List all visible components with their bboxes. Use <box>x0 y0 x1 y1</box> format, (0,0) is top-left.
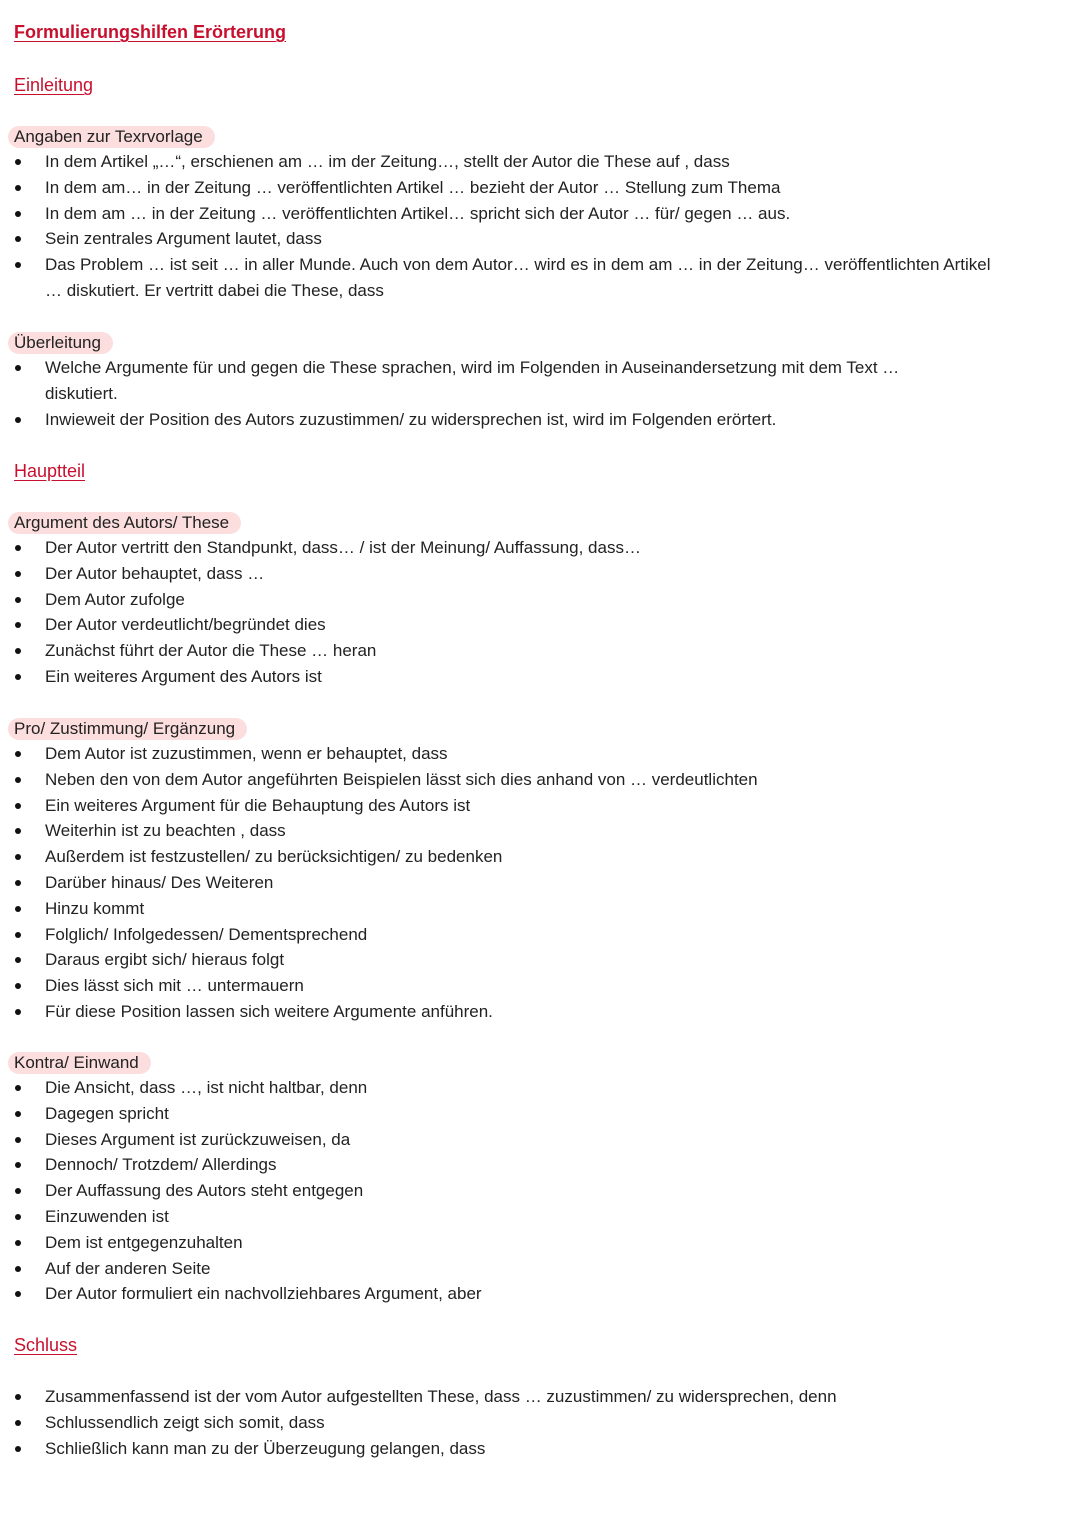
list-item: Inwieweit der Position des Autors zuzustimmen/ zu widersprechen ist, wird im Folgenden erörtert. <box>0 407 1060 433</box>
list-item: Für diese Position lassen sich weitere Argumente anführen. <box>0 999 1060 1025</box>
list-item: Hinzu kommt <box>0 896 1060 922</box>
list-item: Schließlich kann man zu der Überzeugung gelangen, dass <box>0 1436 1060 1462</box>
subheading-ueberleitung: Überleitung <box>8 332 113 354</box>
section-heading-schluss: Schluss <box>14 1335 78 1355</box>
list-item: Das Problem … ist seit … in aller Munde. Auch von dem Autor… wird es in dem am … in der Zeitung… veröffentlichten Artikel … diskutiert. Er vertritt dabei die These, dass <box>0 252 1005 304</box>
list-item: Der Auffassung des Autors steht entgegen <box>0 1178 1060 1204</box>
list-item: In dem Artikel „…“, erschienen am … im der Zeitung…, stellt der Autor die These auf , dass <box>0 149 1060 175</box>
list-angaben <box>0 149 1060 304</box>
list-item: Darüber hinaus/ Des Weiteren <box>0 870 1060 896</box>
list-schluss <box>0 1384 1060 1461</box>
section-heading-einleitung: Einleitung <box>14 75 94 95</box>
section-heading-hauptteil: Hauptteil <box>14 461 86 481</box>
list-item: Der Autor vertritt den Standpunkt, dass… / ist der Meinung/ Auffassung, dass… <box>0 535 1060 561</box>
list-item: Dieses Argument ist zurückzuweisen, da <box>0 1127 1060 1153</box>
list-item: Außerdem ist festzustellen/ zu berücksichtigen/ zu bedenken <box>0 844 1060 870</box>
list-pro <box>0 741 1060 1025</box>
list-item: Ein weiteres Argument für die Behauptung des Autors ist <box>0 793 1060 819</box>
list-item: Dennoch/ Trotzdem/ Allerdings <box>0 1152 1060 1178</box>
subheading-angaben: Angaben zur Texrvorlage <box>8 126 215 148</box>
list-item: Neben den von dem Autor angeführten Beispielen lässt sich dies anhand von … verdeutlichten <box>0 767 1060 793</box>
list-item: Dem Autor zufolge <box>0 587 1060 613</box>
list-item: Weiterhin ist zu beachten , dass <box>0 818 1060 844</box>
list-item: Der Autor behauptet, dass … <box>0 561 1060 587</box>
list-item: Der Autor formuliert ein nachvollziehbares Argument, aber <box>0 1281 1060 1307</box>
list-item: Die Ansicht, dass …, ist nicht haltbar, denn <box>0 1075 1060 1101</box>
list-item: Sein zentrales Argument lautet, dass <box>0 226 1060 252</box>
list-item: Zunächst führt der Autor die These … heran <box>0 638 1060 664</box>
subheading-these: Argument des Autors/ These <box>8 512 241 534</box>
list-item: Dem ist entgegenzuhalten <box>0 1230 1060 1256</box>
list-item: Dem Autor ist zuzustimmen, wenn er behauptet, dass <box>0 741 1060 767</box>
list-item: Dagegen spricht <box>0 1101 1060 1127</box>
list-item: Folglich/ Infolgedessen/ Dementsprechend <box>0 922 1060 948</box>
list-ueberleitung <box>0 355 1060 432</box>
list-item: Dies lässt sich mit … untermauern <box>0 973 1060 999</box>
subheading-kontra: Kontra/ Einwand <box>8 1052 151 1074</box>
list-item: Der Autor verdeutlicht/begründet dies <box>0 612 1060 638</box>
list-item: Einzuwenden ist <box>0 1204 1060 1230</box>
list-item: Welche Argumente für und gegen die These sprachen, wird im Folgenden in Auseinandersetzung mit dem Text … diskutiert. <box>0 355 965 407</box>
list-item: In dem am… in der Zeitung … veröffentlichten Artikel … bezieht der Autor … Stellung zum Thema <box>0 175 1060 201</box>
list-kontra <box>0 1075 1060 1307</box>
list-item: Schlussendlich zeigt sich somit, dass <box>0 1410 1060 1436</box>
list-item: Zusammenfassend ist der vom Autor aufgestellten These, dass … zuzustimmen/ zu widersprechen, denn <box>0 1384 1060 1410</box>
subheading-pro: Pro/ Zustimmung/ Ergänzung <box>8 718 247 740</box>
list-item: In dem am … in der Zeitung … veröffentlichten Artikel… spricht sich der Autor … für/ gegen … aus. <box>0 201 1060 227</box>
list-item: Ein weiteres Argument des Autors ist <box>0 664 1060 690</box>
list-item: Daraus ergibt sich/ hieraus folgt <box>0 947 1060 973</box>
list-item: Auf der anderen Seite <box>0 1256 1060 1282</box>
document-title: Formulierungshilfen Erörterung <box>14 22 287 42</box>
list-these <box>0 535 1060 690</box>
